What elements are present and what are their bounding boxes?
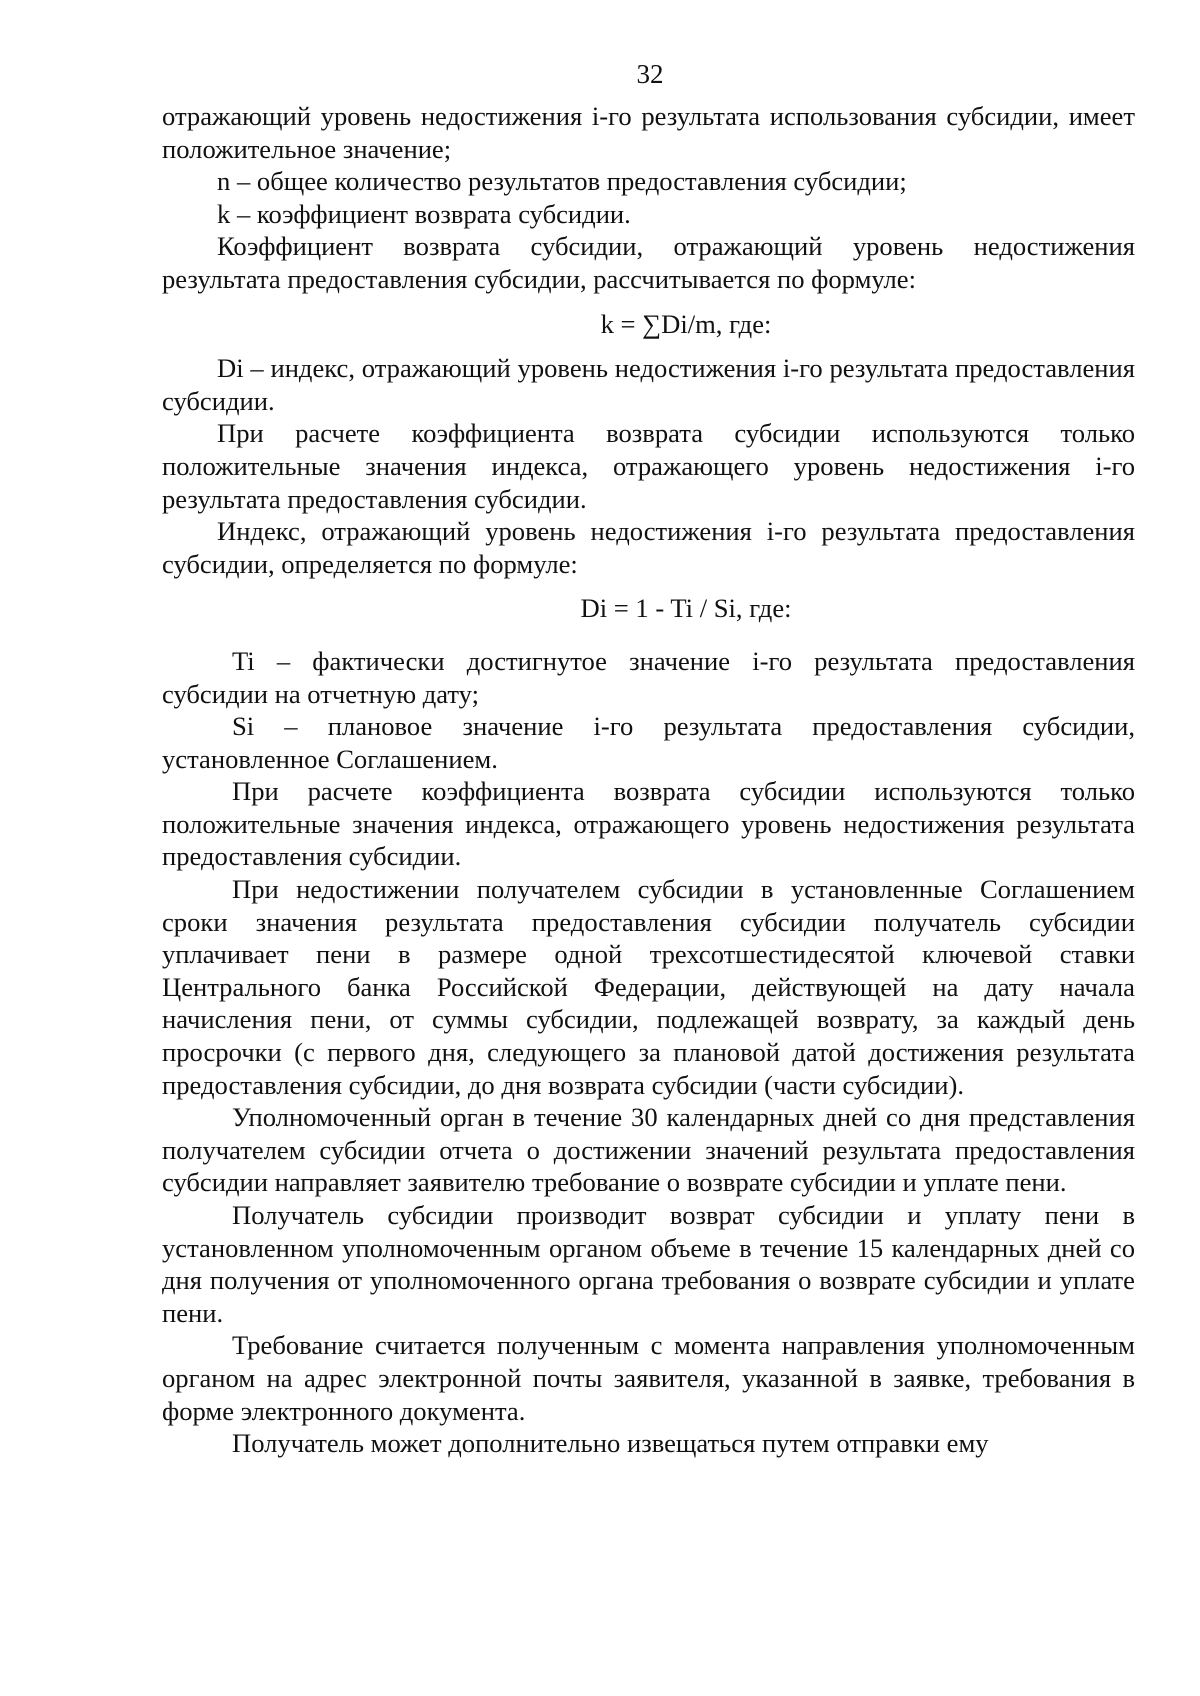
paragraph: Получатель может дополнительно извещаться путем отправки ему [232, 1428, 989, 1459]
definition-si: Si – плановое значение i-го результата предоставления субсидии, установленное Соглашением. [162, 711, 1135, 774]
definition-ti: Ti – фактически достигнутое значение i-го результата предоставления субсидии на отчетную дату; [162, 645, 1135, 709]
paragraph: При расчете коэффициента возврата субсидии используются только положительные значения индекса, отражающего уровень недостижения результата предоставления субсидии. [162, 776, 1135, 872]
definition-k: k – коэффициент возврата субсидии. [217, 198, 631, 229]
formula-k: k = ∑Di/m, где: [600, 308, 772, 339]
page-number: 32 [636, 59, 664, 89]
paragraph: При расчете коэффициента возврата субсидии используются только положительные значения индекса, отражающего уровень недостижения i-го результата предоставления субсидии. [162, 418, 1135, 514]
paragraph: Уполномоченный орган в течение 30 календарных дней со дня представления получателем субсидии отчета о достижении значений результата предоставления субсидии направляет заявителю требование о возврате субсидии и уплате пени. [162, 1102, 1135, 1198]
paragraph: Получатель субсидии производит возврат субсидии и уплату пени в установленном уполномоченным органом объеме в течение 15 календарных дней со дня получения от уполномоченного органа требования о возврате субсидии и уплате пени. [162, 1200, 1135, 1328]
paragraph: отражающий уровень недостижения i-го результата использования субсидии, имеет положительное значение; [162, 101, 1135, 164]
document-body [162, 100, 1135, 1460]
paragraph: При недостижении получателем субсидии в установленные Соглашением сроки значения результата предоставления субсидии получатель субсидии уплачивает пени в размере одной трехсотшестидесятой ключевой ставки Центрального банка Российской Федерации, действующей на дату начала начисления пени, от суммы субсидии, подлежащей возврату, за каждый день просрочки (с первого дня, следующего за плановой датой достижения результата предоставления субсидии, до дня возврата субсидии (части субсидии). [162, 874, 1135, 1100]
definition-n: n – общее количество результатов предоставления субсидии; [217, 166, 907, 197]
paragraph: Коэффициент возврата субсидии, отражающий уровень недостижения результата предоставления субсидии, рассчитывается по формуле: [162, 231, 1135, 294]
paragraph: Индекс, отражающий уровень недостижения i-го результата предоставления субсидии, определяется по формуле: [162, 516, 1135, 579]
formula-di: Di = 1 - Ti / Si, где: [580, 593, 792, 624]
definition-di: Di – индекс, отражающий уровень недостижения i-го результата предоставления субсидии. [162, 353, 1135, 416]
paragraph: Требование считается полученным с момента направления уполномоченным органом на адрес электронной почты заявителя, указанной в заявке, требования в форме электронного документа. [162, 1330, 1135, 1426]
